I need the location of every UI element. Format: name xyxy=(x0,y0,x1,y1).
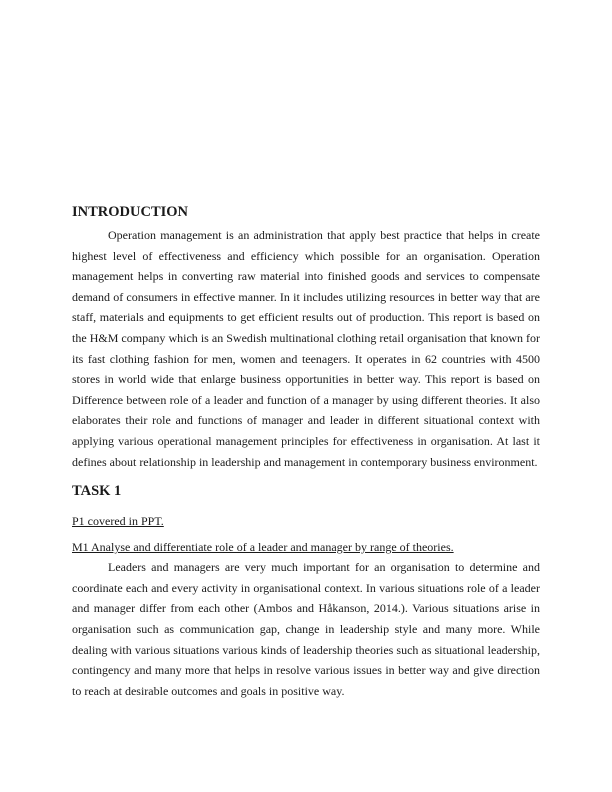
p1-covered-line: P1 covered in PPT. xyxy=(72,514,164,529)
task1-paragraph: Leaders and managers are very much important for an organisation to determine and coordinate each and every activity in organisational context. In various situations role of a leader and manager differ from each other (Ambos and Håkanson, 2014.). Various situations arise in organisation such as communication gap, change in leadership style and many more. While dealing with various situations various kinds of leadership theories such as situational leadership, contingency and many more that helps in resolve various issues in better way and give direction to reach at desirable outcomes and goals in positive way. xyxy=(72,560,540,698)
introduction-paragraph: Operation management is an administration that apply best practice that helps in create highest level of effectiveness and efficiency which possible for an organisation. Operation management helps in converting raw material into finished goods and services to compensate demand of consumers in effective manner. In it includes utilizing resources in better way that are staff, materials and equipments to get efficient results out of production. This report is based on the H&M company which is an Swedish multinational clothing retail organisation that known for its fast clothing fashion for men, women and teenagers. It operates in 62 countries with 4500 stores in world wide that enlarge business opportunities in better way. This report is based on Difference between role of a leader and function of a manager by using different theories. It also elaborates their role and functions of manager and leader in different situational context with applying various operational management principles for effectiveness in organisation. At last it defines about relationship in leadership and management in contemporary business environment. xyxy=(72,228,540,469)
document-page xyxy=(72,202,540,701)
introduction-heading: INTRODUCTION xyxy=(72,204,189,220)
m1-subheading: M1 Analyse and differentiate role of a leader and manager by range of theories. xyxy=(72,540,454,555)
task1-heading: TASK 1 xyxy=(72,483,122,500)
